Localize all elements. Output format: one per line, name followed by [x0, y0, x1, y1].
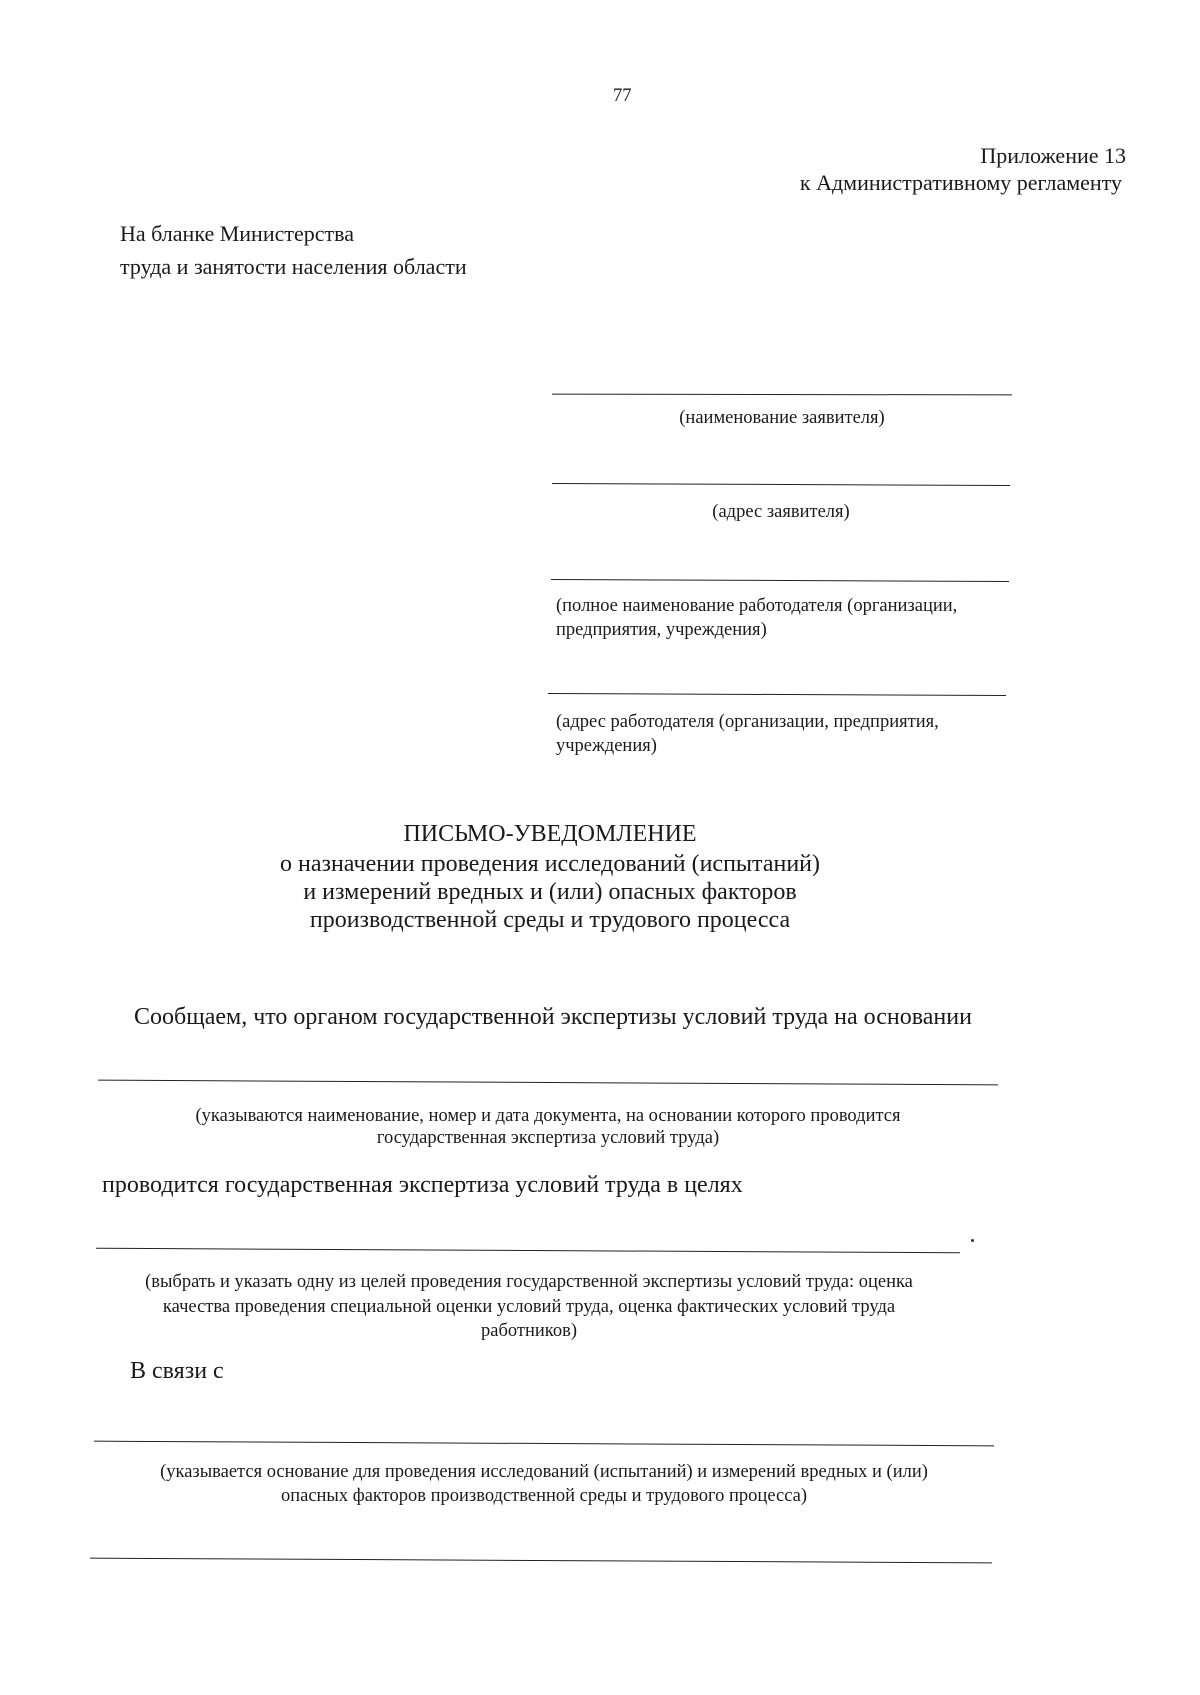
reason-line — [94, 1441, 994, 1447]
letterhead-line-1: На бланке Министерства — [120, 221, 354, 246]
purpose-line-period — [971, 1239, 974, 1242]
reason-hint-2: опасных факторов производственной среды и трудового процесса) — [280, 1486, 808, 1506]
basis-document-hint-1: (указываются наименование, номер и дата документа, на основании которого проводится — [195, 1106, 901, 1126]
employer-name-hint-1: (полное наименование работодателя (организации, — [556, 596, 958, 616]
employer-address-hint-2: учреждения) — [556, 736, 657, 756]
basis-document-hint-2: государственная экспертиза условий труда) — [376, 1128, 720, 1148]
basis-document-line — [98, 1080, 998, 1086]
body-paragraph-1: Сообщаем, что органом государственной экспертизы условий труда на основании — [134, 1004, 972, 1030]
purpose-hint-1: (выбрать и указать одну из целей проведения государственной экспертизы условий труда: оценка — [145, 1272, 913, 1292]
applicant-name-hint: (наименование заявителя) — [679, 408, 885, 428]
employer-address-line — [548, 693, 1006, 696]
applicant-address-line — [552, 483, 1010, 486]
applicant-name-line — [552, 394, 1012, 396]
appendix-line-1: Приложение 13 — [980, 143, 1126, 168]
page-number: 77 — [613, 86, 632, 106]
body-paragraph-2: проводится государственная экспертиза условий труда в целях — [102, 1172, 743, 1198]
document-subtitle-1: о назначении проведения исследований (испытаний) — [279, 851, 820, 877]
reason-hint-1: (указывается основание для проведения исследований (испытаний) и измерений вредных и (или) — [160, 1462, 928, 1482]
continuation-line — [90, 1558, 992, 1564]
employer-name-line — [551, 579, 1009, 582]
body-paragraph-3: В связи с — [130, 1358, 224, 1384]
letterhead-line-2: труда и занятости населения области — [120, 254, 467, 279]
employer-name-hint-2: предприятия, учреждения) — [556, 620, 767, 640]
document-title: ПИСЬМО-УВЕДОМЛЕНИЕ — [403, 821, 697, 847]
document-subtitle-2: и измерений вредных и (или) опасных факторов — [303, 879, 797, 905]
document-subtitle-3: производственной среды и трудового процесса — [309, 907, 791, 933]
purpose-line — [96, 1248, 960, 1254]
employer-address-hint-1: (адрес работодателя (организации, предприятия, — [556, 712, 939, 732]
purpose-hint-2: качества проведения специальной оценки условий труда, оценка фактических условий труда — [162, 1297, 896, 1317]
purpose-hint-3: работников) — [481, 1321, 577, 1341]
applicant-address-hint: (адрес заявителя) — [712, 502, 850, 522]
appendix-line-2: к Административному регламенту — [799, 170, 1122, 195]
